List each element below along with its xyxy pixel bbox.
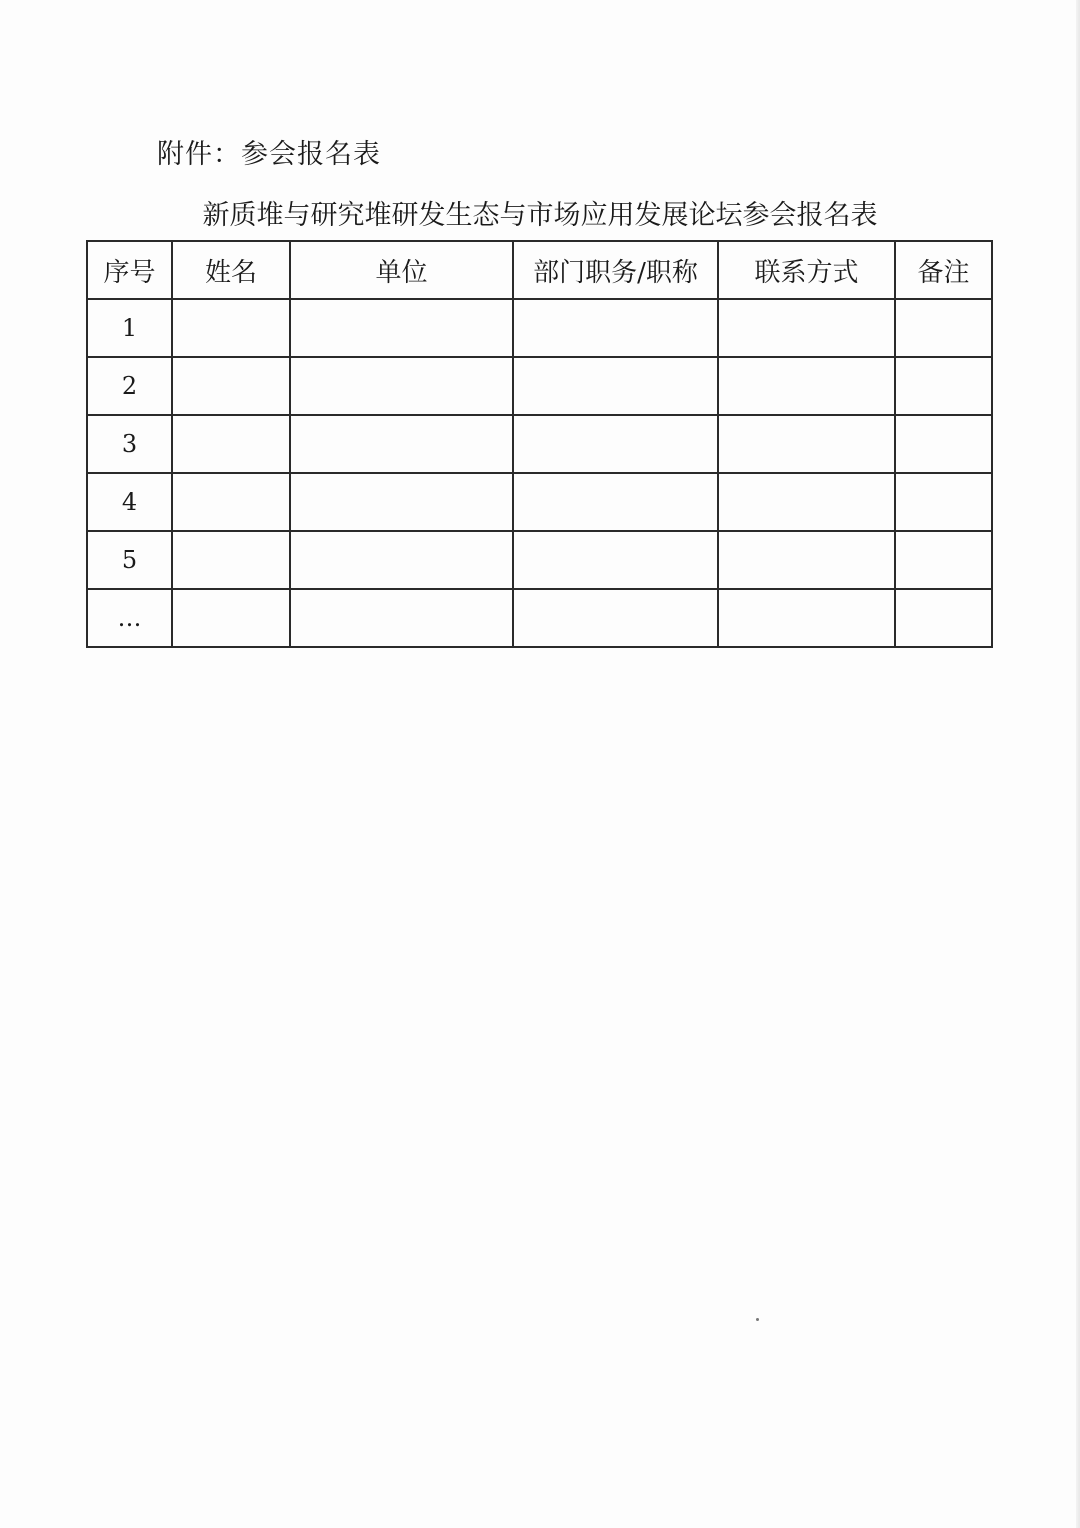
cell-department-title [513,589,718,647]
cell-contact [718,357,895,415]
cell-name [172,299,290,357]
header-name: 姓名 [172,241,290,299]
table-row [87,299,992,357]
cell-organization [290,589,513,647]
cell-seq: 5 [87,531,172,589]
cell-contact [718,415,895,473]
table-row [87,531,992,589]
cell-remarks [895,299,992,357]
header-contact: 联系方式 [718,241,895,299]
cell-remarks [895,473,992,531]
cell-seq: … [87,589,172,647]
table-row [87,589,992,647]
cell-name [172,415,290,473]
cell-department-title [513,415,718,473]
registration-table [86,240,993,648]
cell-remarks [895,415,992,473]
cell-name [172,531,290,589]
cell-seq: 3 [87,415,172,473]
attachment-label: 附件：参会报名表 [157,139,381,170]
table-header-row [87,241,992,299]
cell-seq: 2 [87,357,172,415]
cell-organization [290,299,513,357]
cell-name [172,589,290,647]
header-organization: 单位 [290,241,513,299]
cell-contact [718,589,895,647]
cell-seq: 1 [87,299,172,357]
table-row [87,357,992,415]
cell-seq: 4 [87,473,172,531]
cell-department-title [513,357,718,415]
cell-contact [718,299,895,357]
cell-remarks [895,357,992,415]
cell-name [172,473,290,531]
cell-department-title [513,473,718,531]
table-row [87,415,992,473]
cell-remarks [895,531,992,589]
cell-organization [290,357,513,415]
header-seq: 序号 [87,241,172,299]
header-remarks: 备注 [895,241,992,299]
scan-speck [756,1318,759,1321]
cell-contact [718,473,895,531]
form-title: 新质堆与研究堆研发生态与市场应用发展论坛参会报名表 [202,200,878,231]
cell-organization [290,415,513,473]
table-row [87,473,992,531]
cell-department-title [513,299,718,357]
cell-organization [290,531,513,589]
cell-organization [290,473,513,531]
header-department-title: 部门职务/职称 [513,241,718,299]
cell-contact [718,531,895,589]
cell-remarks [895,589,992,647]
cell-department-title [513,531,718,589]
cell-name [172,357,290,415]
